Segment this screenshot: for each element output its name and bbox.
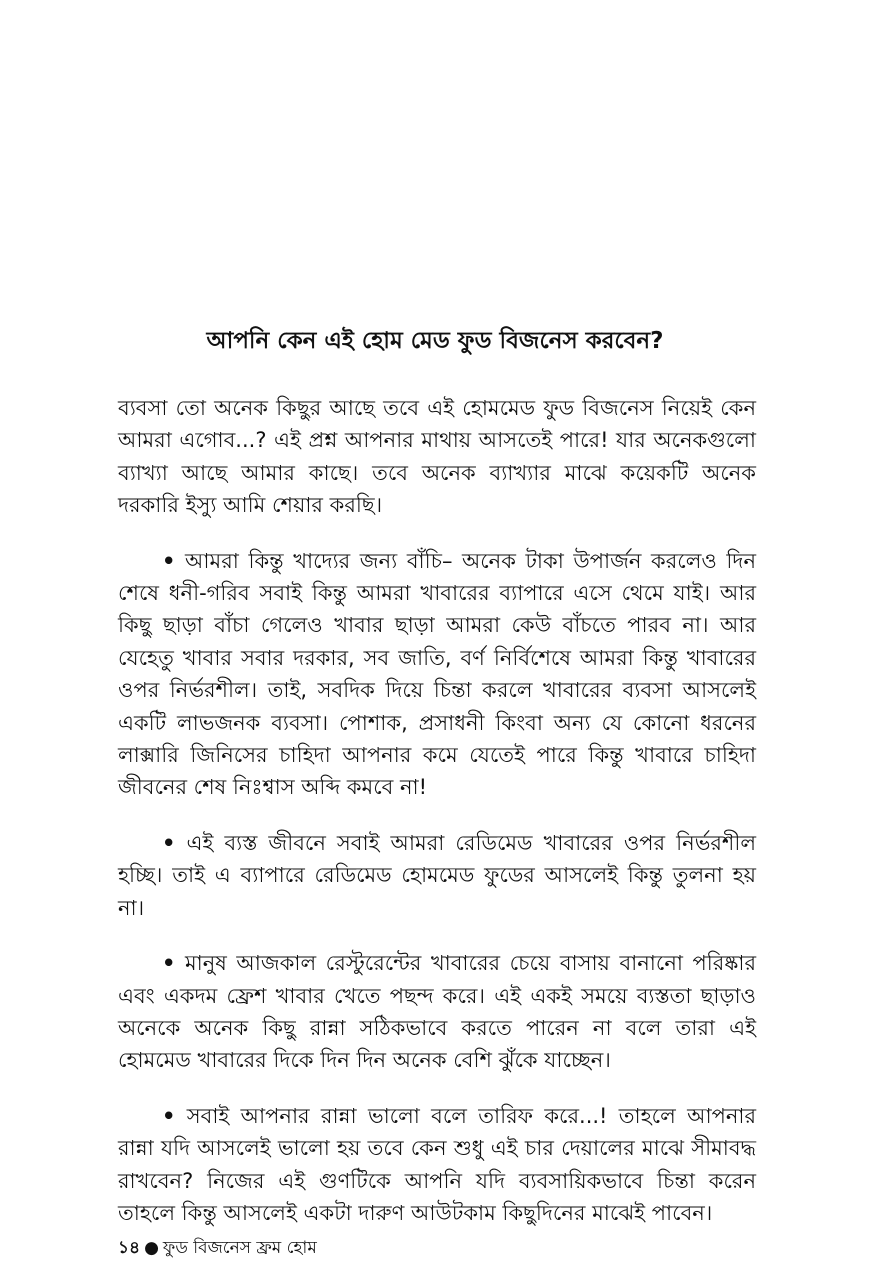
bullet-icon: • [162,1103,176,1128]
page-number: ১৪ [118,1238,141,1258]
bullet-icon: • [162,951,176,976]
body-text [118,392,756,1252]
page-title: আপনি কেন এই হোম মেড ফুড বিজনেস করবেন? [206,328,664,354]
bullet-paragraph-4 [118,1100,756,1230]
bullet-paragraph-2 [118,827,756,924]
intro-paragraph: ব্যবসা তো অনেক কিছুর আছে তবে এই হোমমেড ফুড বিজনেস নিয়েই কেন আমরা এগোব...? এই প্রশ্ন আপনার মাথায় আসতেই পারে! যার অনেকগুলো ব্যাখ্যা আছে আমার কাছে। তবে অনেক ব্যাখ্যার মাঝে কয়েকটি অনেক দরকারি ইস্যু আমি শেয়ার করছি। [118,396,756,518]
bullet-paragraph-1 [118,545,756,804]
page-footer [118,1236,317,1260]
bullet-text-1: আমরা কিন্তু খাদ্যের জন্য বাঁচি– অনেক টাকা উপার্জন করলেও দিন শেষে ধনী-গরিব সবাই কিন্তু আমরা খাবারের ব্যাপারে এসে থেমে যাই। আর কিছু ছাড়া বাঁচা গেলেও খাবার ছাড়া আমরা কেউ বাঁচতে পারব না। আর যেহেতু খাবার সবার দরকার, সব জাতি, বর্ণ নির্বিশেষে আমরা কিন্তু খাবারের ওপর নির্ভরশীল। তাই, সবদিক দিয়ে চিন্তা করলে খাবারের ব্যবসা আসলেই একটি লাভজনক ব্যবসা। পোশাক, প্রসাধনী কিংবা অন্য যে কোনো ধরনের লাক্সারি জিনিসের চাহিদা আপনার কমে যেতেই পারে কিন্তু খাবারে চাহিদা জীবনের শেষ নিঃশ্বাস অব্দি কমবে না! [118,548,756,800]
bullet-text-2: এই ব্যস্ত জীবনে সবাই আমরা রেডিমেড খাবারের ওপর নির্ভরশীল হচ্ছি। তাই এ ব্যাপারে রেডিমেড হোমমেড ফুডের আসলেই কিন্তু তুলনা হয় না। [118,830,756,920]
bullet-icon: • [162,830,176,855]
bullet-text-3: মানুষ আজকাল রেস্টুরেন্টের খাবারের চেয়ে বাসায় বানানো পরিষ্কার এবং একদম ফ্রেশ খাবার খেতে পছন্দ করে। এই একই সময়ে ব্যস্ততা ছাড়াও অনেকে অনেক কিছু রান্না সঠিকভাবে করতে পারেন না বলে তারা এই হোমমেড খাবারের দিকে দিন দিন অনেক বেশি ঝুঁকে যাচ্ছেন। [118,951,756,1073]
bullet-icon: • [162,548,176,573]
footer-book-title: ফুড বিজনেস ফ্রম হোম [162,1238,317,1258]
bullet-paragraph-3 [118,947,756,1077]
footer-separator-icon: ● [144,1238,159,1258]
bullet-text-4: সবাই আপনার রান্না ভালো বলে তারিফ করে...! তাহলে আপনার রান্না যদি আসলেই ভালো হয় তবে কেন শুধু এই চার দেয়ালের মাঝে সীমাবদ্ধ রাখবেন? নিজের এই গুণটিকে আপনি যদি ব্যবসায়িকভাবে চিন্তা করেন তাহলে কিন্তু আসলেই একটা দারুণ আউটকাম কিছুদিনের মাঝেই পাবেন। [118,1103,756,1225]
